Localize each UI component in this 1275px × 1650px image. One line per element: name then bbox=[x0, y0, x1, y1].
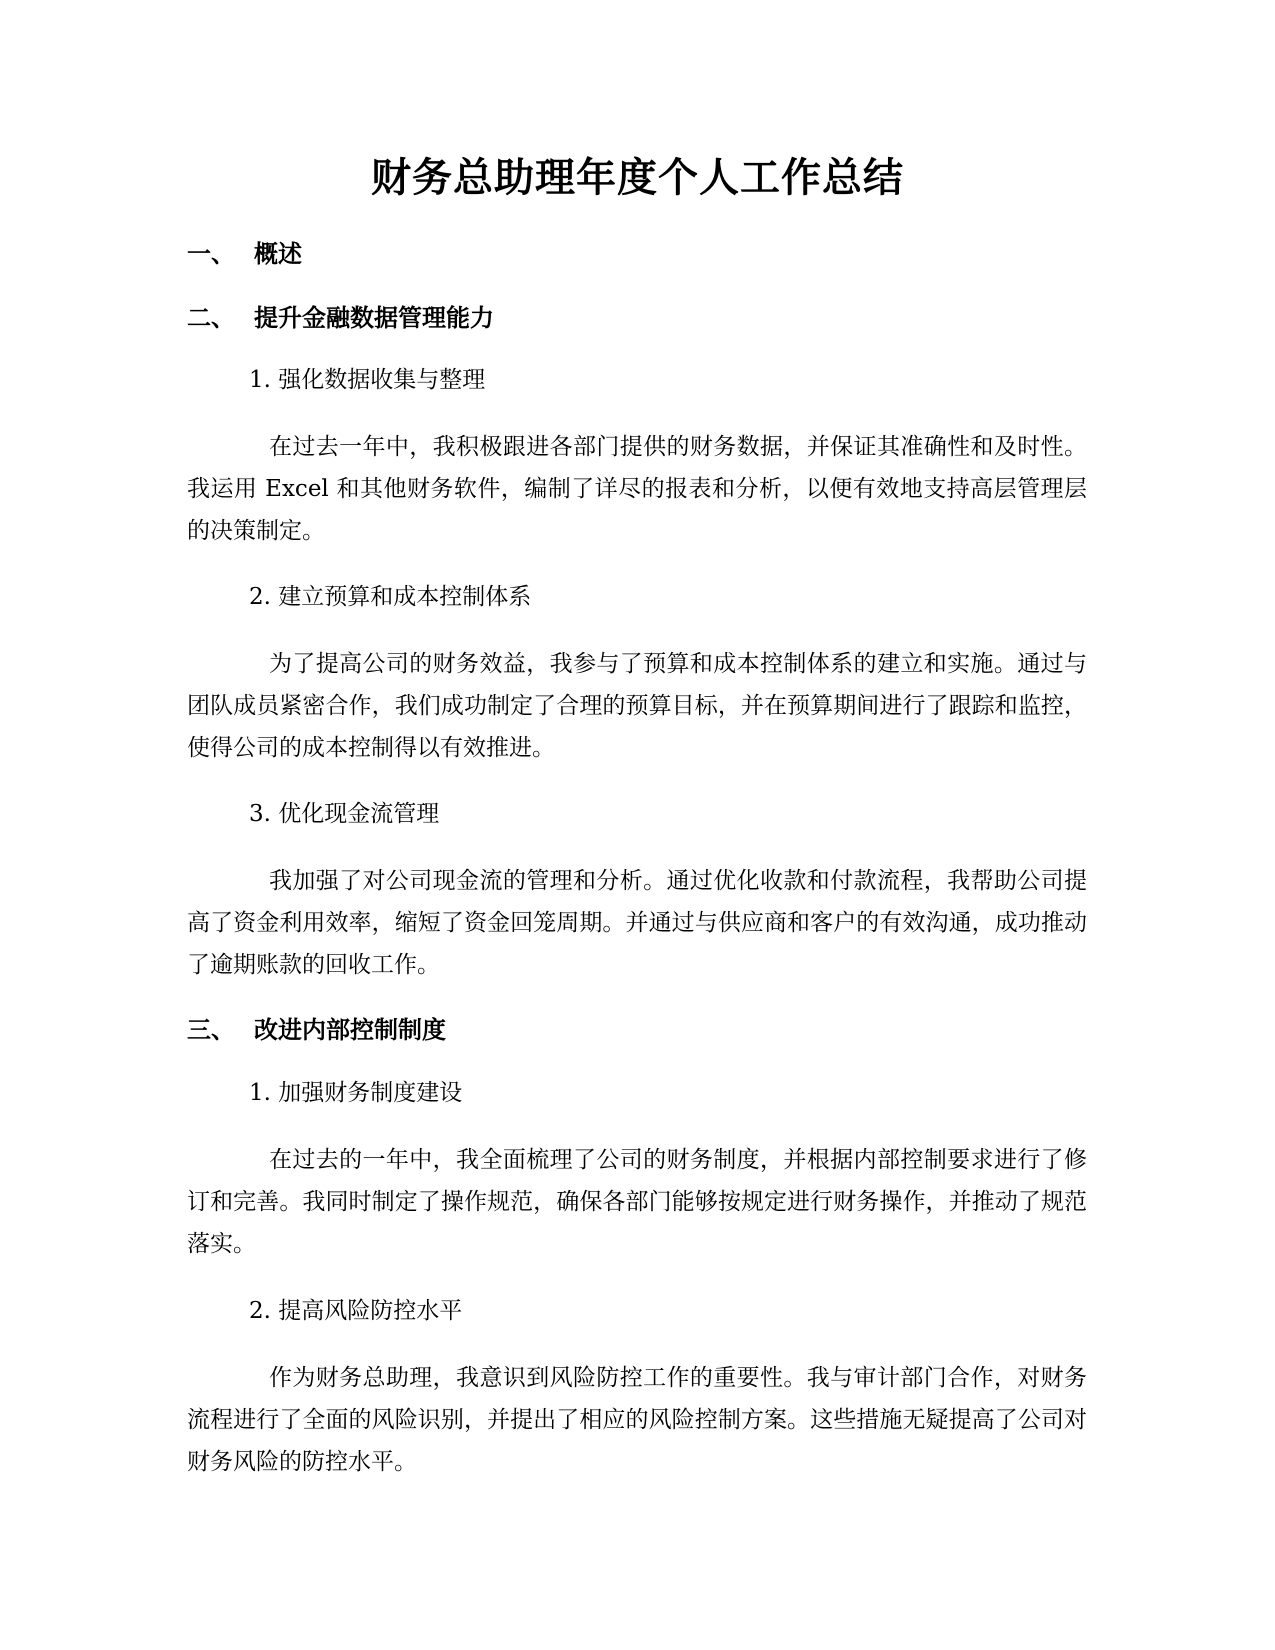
section-number: 三、 bbox=[187, 1016, 235, 1044]
section-title: 概述 bbox=[254, 240, 302, 268]
section-title: 提升金融数据管理能力 bbox=[254, 304, 494, 332]
section-number: 二、 bbox=[187, 304, 235, 332]
section-heading-overview bbox=[187, 238, 302, 270]
paragraph-risk-control: 作为财务总助理，我意识到风险防控工作的重要性。我与审计部门合作，对财务流程进行了全面的风险识别，并提出了相应的风险控制方案。这些措施无疑提高了公司对财务风险的防控水平。 bbox=[187, 1365, 1087, 1475]
paragraph-data-collection: 在过去一年中，我积极跟进各部门提供的财务数据，并保证其准确性和及时性。我运用 Excel 和其他财务软件，编制了详尽的报表和分析，以便有效地支持高层管理层的决策制定。 bbox=[187, 434, 1087, 544]
section-heading-financial-data bbox=[187, 302, 494, 334]
paragraph-financial-system: 在过去的一年中，我全面梳理了公司的财务制度，并根据内部控制要求进行了修订和完善。我同时制定了操作规范，确保各部门能够按规定进行财务操作，并推动了规范落实。 bbox=[187, 1147, 1087, 1257]
paragraph-cash-flow: 我加强了对公司现金流的管理和分析。通过优化收款和付款流程，我帮助公司提高了资金利用效率，缩短了资金回笼周期。并通过与供应商和客户的有效沟通，成功推动了逾期账款的回收工作。 bbox=[187, 868, 1087, 978]
document-title: 财务总助理年度个人工作总结 bbox=[371, 155, 904, 201]
subheading-data-collection: 1. 强化数据收集与整理 bbox=[249, 367, 486, 393]
subheading-financial-system: 1. 加强财务制度建设 bbox=[249, 1080, 463, 1106]
paragraph-budget-control: 为了提高公司的财务效益，我参与了预算和成本控制体系的建立和实施。通过与团队成员紧密合作，我们成功制定了合理的预算目标，并在预算期间进行了跟踪和监控，使得公司的成本控制得以有效推进。 bbox=[187, 651, 1087, 761]
section-heading-internal-control bbox=[187, 1014, 446, 1046]
section-title: 改进内部控制制度 bbox=[254, 1016, 446, 1044]
subheading-cash-flow: 3. 优化现金流管理 bbox=[249, 801, 440, 827]
subheading-risk-control: 2. 提高风险防控水平 bbox=[249, 1298, 463, 1324]
subheading-budget-control: 2. 建立预算和成本控制体系 bbox=[249, 584, 532, 610]
section-number: 一、 bbox=[187, 240, 235, 268]
